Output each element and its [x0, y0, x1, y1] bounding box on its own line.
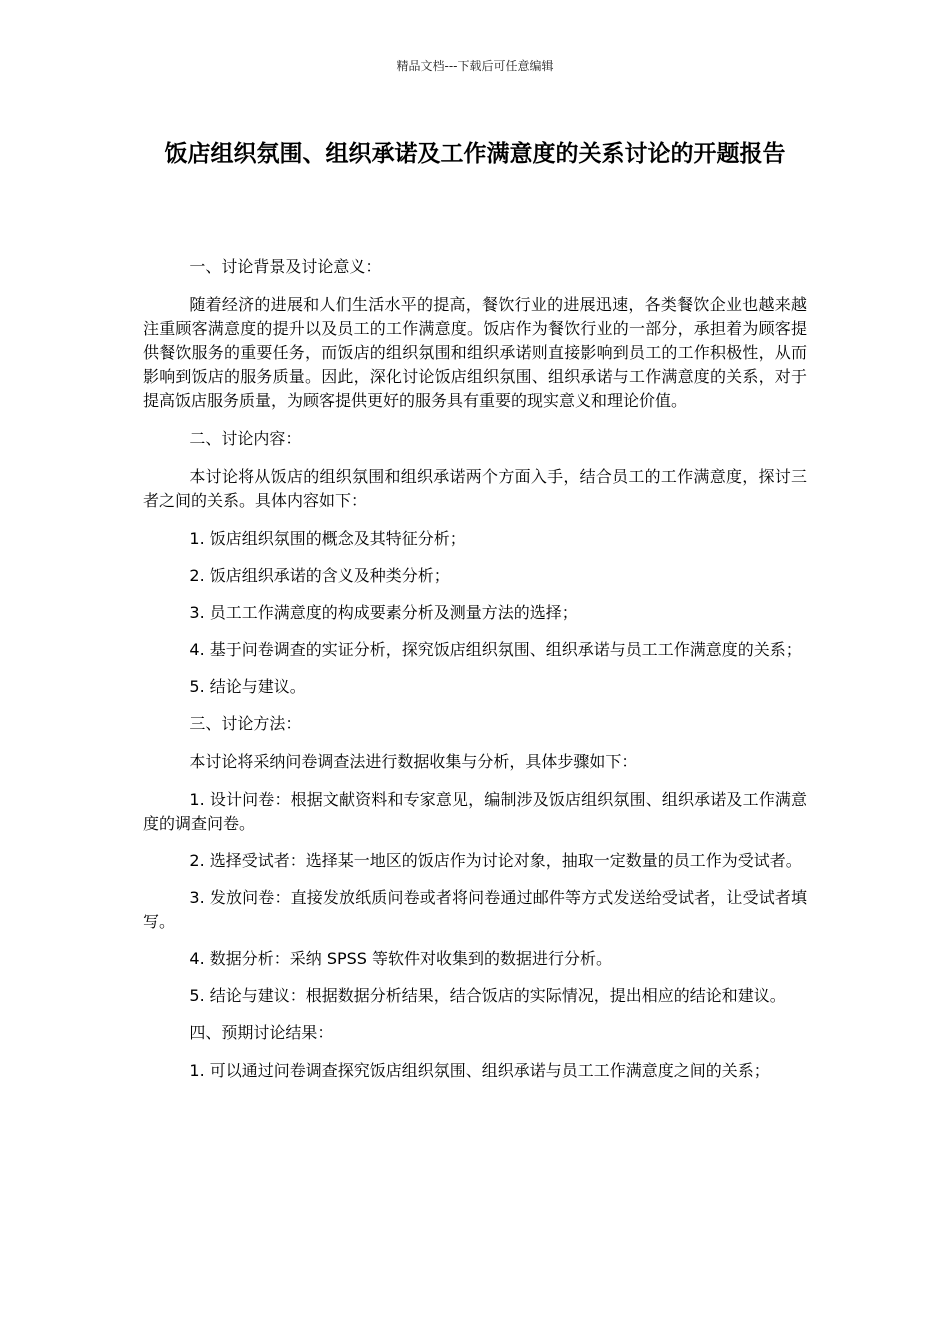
document-body: [143, 255, 807, 1096]
method-list-item: 5. 结论与建议：根据数据分析结果，结合饭店的实际情况，提出相应的结论和建议。: [189, 986, 786, 1005]
section-heading-method: 三、讨论方法：: [189, 714, 302, 733]
page-header-note: 精品文档---下载后可任意编辑: [396, 59, 554, 73]
method-list-item: 1. 设计问卷：根据文献资料和专家意见，编制涉及饭店组织氛围、组织承诺及工作满意度的调查问卷。: [143, 790, 807, 833]
results-list-item: 1. 可以通过问卷调查探究饭店组织氛围、组织承诺与员工工作满意度之间的关系；: [189, 1061, 770, 1080]
method-list-item: 2. 选择受试者：选择某一地区的饭店作为讨论对象，抽取一定数量的员工作为受试者。: [189, 851, 802, 870]
method-intro-paragraph: 本讨论将采纳问卷调查法进行数据收集与分析，具体步骤如下：: [189, 752, 638, 771]
method-list-item: 3. 发放问卷：直接发放纸质问卷或者将问卷通过邮件等方式发送给受试者，让受试者填写。: [143, 888, 807, 931]
document-title: 饭店组织氛围、组织承诺及工作满意度的关系讨论的开题报告: [164, 141, 786, 167]
background-paragraph: 随着经济的进展和人们生活水平的提高，餐饮行业的进展迅速，各类餐饮企业也越来越注重顾客满意度的提升以及员工的工作满意度。饭店作为餐饮行业的一部分，承担着为顾客提供餐饮服务的重要任务，而饭店的组织氛围和组织承诺则直接影响到员工的工作积极性，从而影响到饭店的服务质量。因此，深化讨论饭店组织氛围、组织承诺与工作满意度的关系，对于提高饭店服务质量，为顾客提供更好的服务具有重要的现实意义和理论价值。: [143, 295, 807, 410]
section-heading-content: 二、讨论内容：: [189, 429, 302, 448]
section-heading-expected-results: 四、预期讨论结果：: [189, 1023, 334, 1042]
content-list-item: 2. 饭店组织承诺的含义及种类分析；: [189, 566, 450, 585]
method-list-item: 4. 数据分析：采纳 SPSS 等软件对收集到的数据进行分析。: [189, 949, 613, 968]
content-list-item: 1. 饭店组织氛围的概念及其特征分析；: [189, 529, 466, 548]
section-heading-background: 一、讨论背景及讨论意义：: [189, 257, 382, 276]
content-list-item: 3. 员工工作满意度的构成要素分析及测量方法的选择；: [189, 603, 578, 622]
content-list-item: 4. 基于问卷调查的实证分析，探究饭店组织氛围、组织承诺与员工工作满意度的关系；: [189, 640, 802, 659]
content-intro-paragraph: 本讨论将从饭店的组织氛围和组织承诺两个方面入手，结合员工的工作满意度，探讨三者之间的关系。具体内容如下：: [143, 467, 807, 510]
content-list-item: 5. 结论与建议。: [189, 677, 306, 696]
